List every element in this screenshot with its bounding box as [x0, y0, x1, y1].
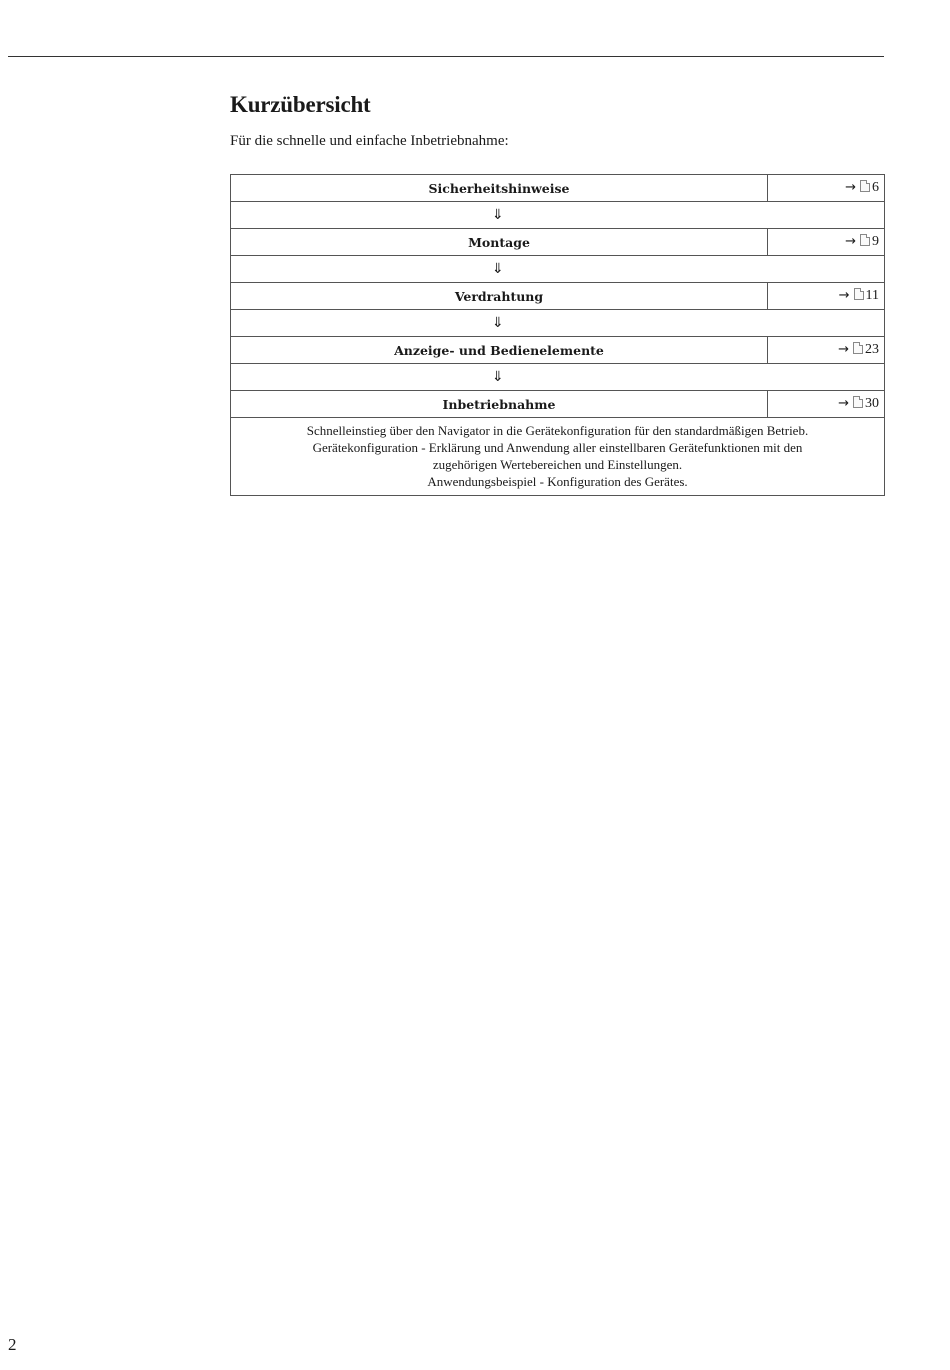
step-page-number: 9: [872, 234, 879, 249]
arrow-down-double-icon: ⇓: [231, 310, 885, 337]
page-icon: [853, 342, 863, 354]
step-label: Verdrahtung: [231, 283, 768, 310]
arrow-down-double-icon: ⇓: [231, 364, 885, 391]
arrow-right-icon: →: [845, 180, 856, 195]
step-page-ref[interactable]: [768, 283, 885, 310]
arrow-right-icon: →: [838, 288, 850, 303]
page-title: Kurzübersicht: [230, 92, 371, 117]
page-icon: [860, 180, 870, 192]
commissioning-description: [231, 418, 885, 496]
step-page-number: 11: [865, 288, 879, 303]
quick-overview-table: [230, 174, 885, 496]
page-icon: [860, 234, 870, 246]
step-label: Anzeige- und Bedienelemente: [231, 337, 768, 364]
arrow-right-icon: →: [838, 342, 849, 357]
table-row: [231, 229, 885, 256]
step-page-ref[interactable]: [768, 175, 885, 202]
step-page-number: 23: [865, 342, 879, 357]
table-row: [231, 175, 885, 202]
description-line: Gerätekonfiguration - Erklärung und Anwendung aller einstellbaren Gerätefunktionen mit den: [312, 440, 803, 455]
header-rule: [8, 56, 884, 57]
step-label: Inbetriebnahme: [231, 391, 768, 418]
arrow-right-icon: →: [845, 234, 856, 249]
page-icon: [853, 396, 863, 408]
description-line: Anwendungsbeispiel - Konfiguration des Gerätes.: [427, 474, 688, 489]
table-row: [231, 310, 885, 337]
description-line: Schnelleinstieg über den Navigator in die Gerätekonfiguration für den standardmäßigen Betrieb.: [306, 423, 809, 438]
table-row: [231, 256, 885, 283]
arrow-down-double-icon: ⇓: [231, 202, 885, 229]
step-page-number: 30: [865, 396, 879, 411]
step-label: Sicherheitshinweise: [231, 175, 768, 202]
step-page-ref[interactable]: [768, 229, 885, 256]
table-row: [231, 418, 885, 496]
intro-text: Für die schnelle und einfache Inbetriebnahme:: [230, 133, 509, 149]
step-page-ref[interactable]: [768, 337, 885, 364]
step-page-ref[interactable]: [768, 391, 885, 418]
table-row: [231, 364, 885, 391]
description-line: zugehörigen Wertebereichen und Einstellungen.: [432, 457, 683, 472]
page-icon: [854, 288, 864, 300]
table-row: [231, 337, 885, 364]
arrow-right-icon: →: [838, 396, 849, 411]
table-row: [231, 391, 885, 418]
step-label: Montage: [231, 229, 768, 256]
step-page-number: 6: [872, 180, 879, 195]
page-number: 2: [8, 1335, 17, 1354]
arrow-down-double-icon: ⇓: [231, 256, 885, 283]
table-row: [231, 202, 885, 229]
table-row: [231, 283, 885, 310]
